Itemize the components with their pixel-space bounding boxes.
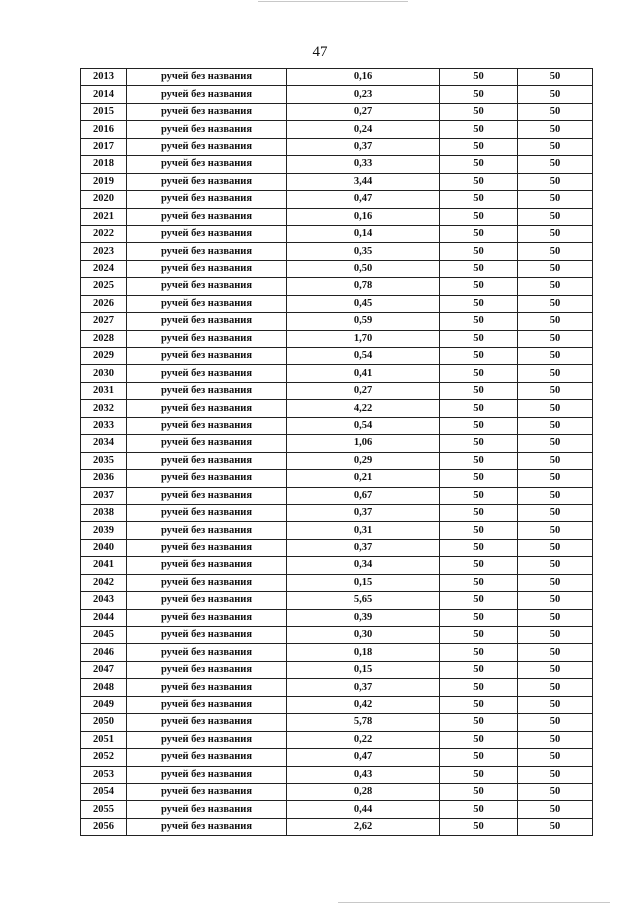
zone-width-b-cell: 50	[518, 313, 593, 330]
zone-width-a-cell: 50	[440, 260, 518, 277]
zone-width-b-cell: 50	[518, 86, 593, 103]
zone-width-a-cell: 50	[440, 504, 518, 521]
table-row	[81, 348, 593, 365]
table-row	[81, 173, 593, 190]
row-number-cell: 2055	[81, 801, 127, 818]
length-km-cell: 0,35	[287, 243, 440, 260]
row-number-cell: 2040	[81, 539, 127, 556]
zone-width-a-cell: 50	[440, 470, 518, 487]
table-row	[81, 225, 593, 242]
zone-width-b-cell: 50	[518, 348, 593, 365]
length-km-cell: 0,45	[287, 295, 440, 312]
stream-name-cell: ручей без названия	[127, 295, 287, 312]
table-row	[81, 644, 593, 661]
row-number-cell: 2014	[81, 86, 127, 103]
stream-name-cell: ручей без названия	[127, 260, 287, 277]
zone-width-b-cell: 50	[518, 121, 593, 138]
stream-name-cell: ручей без названия	[127, 86, 287, 103]
zone-width-a-cell: 50	[440, 400, 518, 417]
zone-width-a-cell: 50	[440, 749, 518, 766]
length-km-cell: 0,15	[287, 661, 440, 678]
table-row	[81, 278, 593, 295]
zone-width-b-cell: 50	[518, 574, 593, 591]
zone-width-b-cell: 50	[518, 278, 593, 295]
zone-width-a-cell: 50	[440, 818, 518, 835]
row-number-cell: 2043	[81, 592, 127, 609]
zone-width-a-cell: 50	[440, 103, 518, 120]
table-row	[81, 818, 593, 835]
zone-width-a-cell: 50	[440, 348, 518, 365]
row-number-cell: 2042	[81, 574, 127, 591]
stream-name-cell: ручей без названия	[127, 103, 287, 120]
length-km-cell: 0,29	[287, 452, 440, 469]
length-km-cell: 0,54	[287, 348, 440, 365]
zone-width-a-cell: 50	[440, 138, 518, 155]
table-row	[81, 557, 593, 574]
zone-width-a-cell: 50	[440, 313, 518, 330]
row-number-cell: 2029	[81, 348, 127, 365]
row-number-cell: 2023	[81, 243, 127, 260]
stream-name-cell: ручей без названия	[127, 766, 287, 783]
row-number-cell: 2037	[81, 487, 127, 504]
stream-name-cell: ручей без названия	[127, 278, 287, 295]
row-number-cell: 2056	[81, 818, 127, 835]
stream-name-cell: ручей без названия	[127, 749, 287, 766]
zone-width-b-cell: 50	[518, 504, 593, 521]
zone-width-b-cell: 50	[518, 330, 593, 347]
length-km-cell: 0,18	[287, 644, 440, 661]
table-row	[81, 627, 593, 644]
table-row	[81, 121, 593, 138]
zone-width-a-cell: 50	[440, 330, 518, 347]
table-row	[81, 574, 593, 591]
length-km-cell: 0,54	[287, 417, 440, 434]
zone-width-b-cell: 50	[518, 138, 593, 155]
zone-width-b-cell: 50	[518, 156, 593, 173]
stream-name-cell: ручей без названия	[127, 452, 287, 469]
table-row	[81, 609, 593, 626]
zone-width-a-cell: 50	[440, 435, 518, 452]
stream-name-cell: ручей без названия	[127, 679, 287, 696]
row-number-cell: 2034	[81, 435, 127, 452]
length-km-cell: 0,43	[287, 766, 440, 783]
zone-width-b-cell: 50	[518, 749, 593, 766]
length-km-cell: 1,06	[287, 435, 440, 452]
length-km-cell: 0,44	[287, 801, 440, 818]
stream-name-cell: ручей без названия	[127, 487, 287, 504]
zone-width-a-cell: 50	[440, 156, 518, 173]
zone-width-b-cell: 50	[518, 225, 593, 242]
row-number-cell: 2039	[81, 522, 127, 539]
table-row	[81, 470, 593, 487]
row-number-cell: 2035	[81, 452, 127, 469]
page-number: 47	[312, 44, 328, 60]
stream-name-cell: ручей без названия	[127, 557, 287, 574]
table-row	[81, 191, 593, 208]
length-km-cell: 0,50	[287, 260, 440, 277]
zone-width-b-cell: 50	[518, 801, 593, 818]
table-row	[81, 295, 593, 312]
row-number-cell: 2019	[81, 173, 127, 190]
zone-width-b-cell: 50	[518, 522, 593, 539]
stream-name-cell: ручей без названия	[127, 539, 287, 556]
row-number-cell: 2025	[81, 278, 127, 295]
length-km-cell: 0,24	[287, 121, 440, 138]
length-km-cell: 3,44	[287, 173, 440, 190]
scan-artifact-bottom	[338, 902, 610, 903]
length-km-cell: 0,39	[287, 609, 440, 626]
stream-name-cell: ручей без названия	[127, 592, 287, 609]
zone-width-a-cell: 50	[440, 592, 518, 609]
stream-name-cell: ручей без названия	[127, 627, 287, 644]
zone-width-a-cell: 50	[440, 609, 518, 626]
stream-name-cell: ручей без названия	[127, 783, 287, 800]
table-row	[81, 243, 593, 260]
row-number-cell: 2033	[81, 417, 127, 434]
stream-name-cell: ручей без названия	[127, 435, 287, 452]
zone-width-b-cell: 50	[518, 69, 593, 86]
stream-name-cell: ручей без названия	[127, 156, 287, 173]
row-number-cell: 2031	[81, 382, 127, 399]
row-number-cell: 2054	[81, 783, 127, 800]
zone-width-a-cell: 50	[440, 452, 518, 469]
stream-name-cell: ручей без названия	[127, 818, 287, 835]
zone-width-b-cell: 50	[518, 539, 593, 556]
stream-name-cell: ручей без названия	[127, 731, 287, 748]
table-row	[81, 749, 593, 766]
length-km-cell: 0,16	[287, 208, 440, 225]
row-number-cell: 2030	[81, 365, 127, 382]
zone-width-b-cell: 50	[518, 191, 593, 208]
zone-width-a-cell: 50	[440, 208, 518, 225]
row-number-cell: 2028	[81, 330, 127, 347]
length-km-cell: 0,21	[287, 470, 440, 487]
row-number-cell: 2038	[81, 504, 127, 521]
length-km-cell: 0,33	[287, 156, 440, 173]
length-km-cell: 0,37	[287, 138, 440, 155]
table-row	[81, 86, 593, 103]
zone-width-b-cell: 50	[518, 260, 593, 277]
table-row	[81, 731, 593, 748]
table-row	[81, 661, 593, 678]
zone-width-b-cell: 50	[518, 609, 593, 626]
zone-width-b-cell: 50	[518, 243, 593, 260]
zone-width-b-cell: 50	[518, 382, 593, 399]
row-number-cell: 2049	[81, 696, 127, 713]
table-row	[81, 714, 593, 731]
zone-width-a-cell: 50	[440, 191, 518, 208]
length-km-cell: 0,41	[287, 365, 440, 382]
stream-name-cell: ручей без названия	[127, 522, 287, 539]
zone-width-a-cell: 50	[440, 557, 518, 574]
row-number-cell: 2051	[81, 731, 127, 748]
table-row	[81, 382, 593, 399]
row-number-cell: 2052	[81, 749, 127, 766]
stream-name-cell: ручей без названия	[127, 365, 287, 382]
length-km-cell: 2,62	[287, 818, 440, 835]
table-row	[81, 522, 593, 539]
stream-name-cell: ручей без названия	[127, 644, 287, 661]
table-row	[81, 539, 593, 556]
length-km-cell: 0,47	[287, 749, 440, 766]
table-row	[81, 783, 593, 800]
length-km-cell: 0,42	[287, 696, 440, 713]
length-km-cell: 1,70	[287, 330, 440, 347]
zone-width-a-cell: 50	[440, 783, 518, 800]
zone-width-a-cell: 50	[440, 801, 518, 818]
stream-name-cell: ручей без названия	[127, 504, 287, 521]
scan-artifact-top	[258, 1, 408, 2]
stream-name-cell: ручей без названия	[127, 696, 287, 713]
table-row	[81, 452, 593, 469]
row-number-cell: 2041	[81, 557, 127, 574]
zone-width-a-cell: 50	[440, 574, 518, 591]
stream-name-cell: ручей без названия	[127, 574, 287, 591]
zone-width-b-cell: 50	[518, 679, 593, 696]
stream-name-cell: ручей без названия	[127, 609, 287, 626]
stream-name-cell: ручей без названия	[127, 69, 287, 86]
row-number-cell: 2036	[81, 470, 127, 487]
zone-width-a-cell: 50	[440, 539, 518, 556]
table-row	[81, 103, 593, 120]
length-km-cell: 4,22	[287, 400, 440, 417]
length-km-cell: 0,28	[287, 783, 440, 800]
zone-width-b-cell: 50	[518, 731, 593, 748]
zone-width-b-cell: 50	[518, 818, 593, 835]
stream-name-cell: ручей без названия	[127, 400, 287, 417]
zone-width-a-cell: 50	[440, 627, 518, 644]
stream-name-cell: ручей без названия	[127, 330, 287, 347]
length-km-cell: 0,37	[287, 504, 440, 521]
zone-width-a-cell: 50	[440, 714, 518, 731]
zone-width-a-cell: 50	[440, 766, 518, 783]
row-number-cell: 2017	[81, 138, 127, 155]
zone-width-b-cell: 50	[518, 661, 593, 678]
zone-width-a-cell: 50	[440, 661, 518, 678]
length-km-cell: 0,15	[287, 574, 440, 591]
table-row	[81, 504, 593, 521]
table-row	[81, 766, 593, 783]
table-row	[81, 592, 593, 609]
stream-name-cell: ручей без названия	[127, 313, 287, 330]
length-km-cell: 0,31	[287, 522, 440, 539]
length-km-cell: 0,78	[287, 278, 440, 295]
row-number-cell: 2044	[81, 609, 127, 626]
length-km-cell: 5,78	[287, 714, 440, 731]
table-row	[81, 138, 593, 155]
zone-width-b-cell: 50	[518, 487, 593, 504]
table-row	[81, 435, 593, 452]
row-number-cell: 2013	[81, 69, 127, 86]
zone-width-a-cell: 50	[440, 487, 518, 504]
row-number-cell: 2026	[81, 295, 127, 312]
row-number-cell: 2045	[81, 627, 127, 644]
length-km-cell: 5,65	[287, 592, 440, 609]
row-number-cell: 2018	[81, 156, 127, 173]
length-km-cell: 0,22	[287, 731, 440, 748]
zone-width-a-cell: 50	[440, 731, 518, 748]
stream-name-cell: ручей без названия	[127, 208, 287, 225]
zone-width-b-cell: 50	[518, 644, 593, 661]
zone-width-b-cell: 50	[518, 173, 593, 190]
row-number-cell: 2053	[81, 766, 127, 783]
stream-name-cell: ручей без названия	[127, 191, 287, 208]
stream-name-cell: ручей без названия	[127, 173, 287, 190]
table-row	[81, 313, 593, 330]
row-number-cell: 2047	[81, 661, 127, 678]
zone-width-a-cell: 50	[440, 417, 518, 434]
length-km-cell: 0,27	[287, 103, 440, 120]
row-number-cell: 2021	[81, 208, 127, 225]
table-row	[81, 208, 593, 225]
table-row	[81, 696, 593, 713]
table-row	[81, 330, 593, 347]
row-number-cell: 2046	[81, 644, 127, 661]
zone-width-a-cell: 50	[440, 644, 518, 661]
stream-name-cell: ручей без названия	[127, 801, 287, 818]
table-row	[81, 69, 593, 86]
stream-name-cell: ручей без названия	[127, 470, 287, 487]
table-row	[81, 679, 593, 696]
row-number-cell: 2050	[81, 714, 127, 731]
zone-width-a-cell: 50	[440, 173, 518, 190]
zone-width-b-cell: 50	[518, 766, 593, 783]
table-row	[81, 260, 593, 277]
zone-width-a-cell: 50	[440, 382, 518, 399]
stream-name-cell: ручей без названия	[127, 225, 287, 242]
zone-width-b-cell: 50	[518, 417, 593, 434]
stream-name-cell: ручей без названия	[127, 348, 287, 365]
zone-width-a-cell: 50	[440, 679, 518, 696]
stream-name-cell: ручей без названия	[127, 382, 287, 399]
row-number-cell: 2022	[81, 225, 127, 242]
water-bodies-table	[80, 68, 593, 836]
row-number-cell: 2015	[81, 103, 127, 120]
zone-width-a-cell: 50	[440, 121, 518, 138]
zone-width-a-cell: 50	[440, 225, 518, 242]
zone-width-a-cell: 50	[440, 243, 518, 260]
table-row	[81, 365, 593, 382]
zone-width-b-cell: 50	[518, 103, 593, 120]
zone-width-b-cell: 50	[518, 295, 593, 312]
stream-name-cell: ручей без названия	[127, 661, 287, 678]
zone-width-b-cell: 50	[518, 557, 593, 574]
zone-width-b-cell: 50	[518, 470, 593, 487]
zone-width-b-cell: 50	[518, 696, 593, 713]
zone-width-b-cell: 50	[518, 208, 593, 225]
length-km-cell: 0,59	[287, 313, 440, 330]
table-row	[81, 801, 593, 818]
zone-width-a-cell: 50	[440, 365, 518, 382]
zone-width-b-cell: 50	[518, 365, 593, 382]
length-km-cell: 0,27	[287, 382, 440, 399]
zone-width-a-cell: 50	[440, 69, 518, 86]
length-km-cell: 0,16	[287, 69, 440, 86]
zone-width-a-cell: 50	[440, 86, 518, 103]
zone-width-b-cell: 50	[518, 400, 593, 417]
zone-width-a-cell: 50	[440, 696, 518, 713]
stream-name-cell: ручей без названия	[127, 243, 287, 260]
length-km-cell: 0,37	[287, 679, 440, 696]
table-row	[81, 400, 593, 417]
zone-width-b-cell: 50	[518, 592, 593, 609]
stream-name-cell: ручей без названия	[127, 138, 287, 155]
table-row	[81, 156, 593, 173]
zone-width-a-cell: 50	[440, 295, 518, 312]
row-number-cell: 2020	[81, 191, 127, 208]
stream-name-cell: ручей без названия	[127, 121, 287, 138]
length-km-cell: 0,34	[287, 557, 440, 574]
row-number-cell: 2016	[81, 121, 127, 138]
row-number-cell: 2048	[81, 679, 127, 696]
zone-width-b-cell: 50	[518, 435, 593, 452]
length-km-cell: 0,23	[287, 86, 440, 103]
length-km-cell: 0,47	[287, 191, 440, 208]
table-row	[81, 487, 593, 504]
zone-width-a-cell: 50	[440, 522, 518, 539]
row-number-cell: 2027	[81, 313, 127, 330]
zone-width-b-cell: 50	[518, 714, 593, 731]
zone-width-b-cell: 50	[518, 452, 593, 469]
stream-name-cell: ручей без названия	[127, 417, 287, 434]
row-number-cell: 2032	[81, 400, 127, 417]
row-number-cell: 2024	[81, 260, 127, 277]
stream-name-cell: ручей без названия	[127, 714, 287, 731]
length-km-cell: 0,67	[287, 487, 440, 504]
length-km-cell: 0,30	[287, 627, 440, 644]
length-km-cell: 0,14	[287, 225, 440, 242]
zone-width-b-cell: 50	[518, 783, 593, 800]
length-km-cell: 0,37	[287, 539, 440, 556]
zone-width-a-cell: 50	[440, 278, 518, 295]
zone-width-b-cell: 50	[518, 627, 593, 644]
table-row	[81, 417, 593, 434]
